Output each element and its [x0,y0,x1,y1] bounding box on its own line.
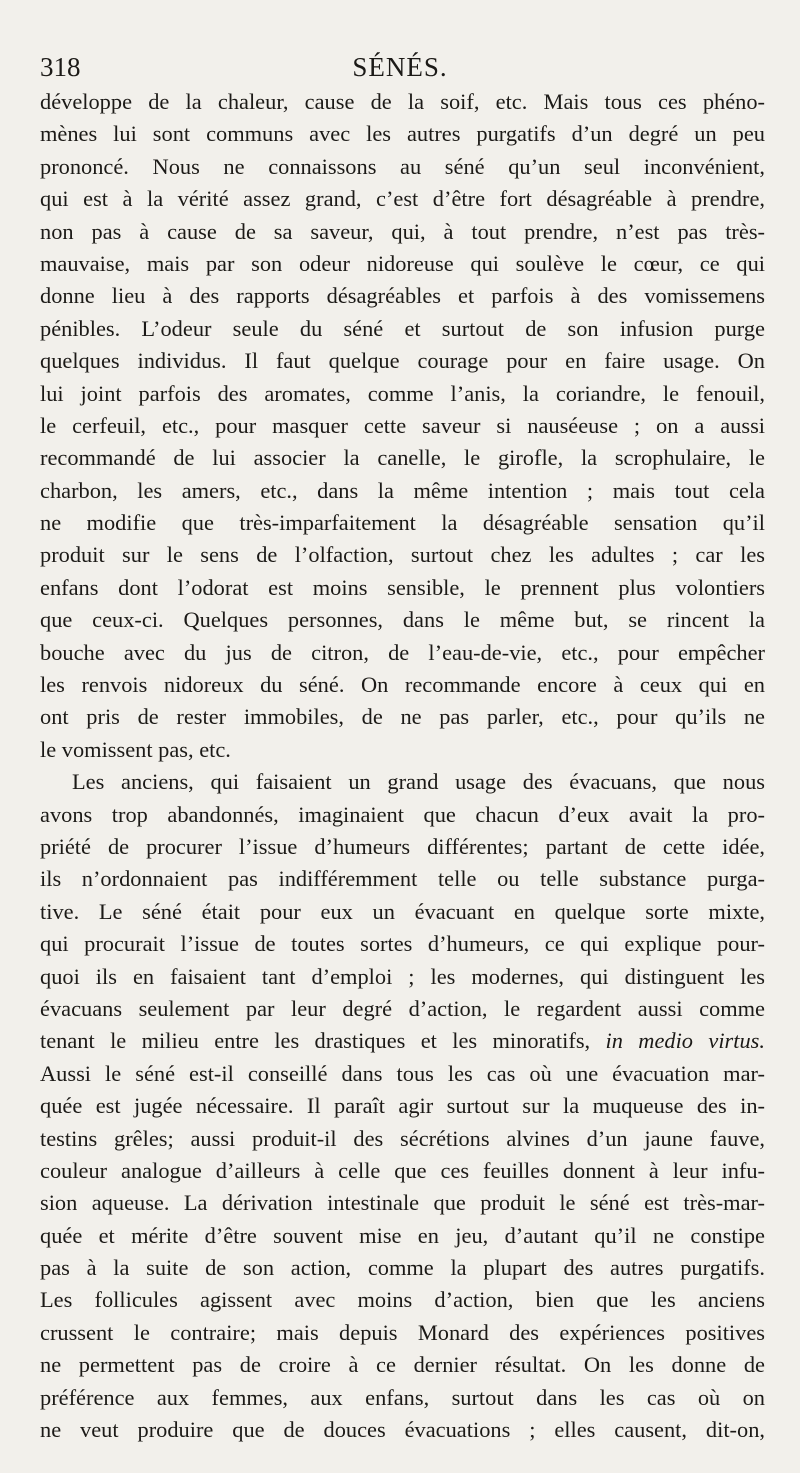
text-line-content: priété de procurer l’issue d’humeurs différentes; partant de cette idée, [40,833,765,859]
text-line [40,961,765,993]
text-line-content: qui procurait l’issue de toutes sortes d’humeurs, ce qui explique pour- [40,931,765,957]
text-line-content: testins grêles; aussi produit-il des sécrétions alvines d’un jaune fauve, [40,1125,765,1151]
italic-phrase: in medio virtus. [605,1028,765,1054]
text-line [40,993,765,1025]
text-line [40,734,765,766]
text-line [40,475,765,507]
text-line-content: lui joint parfois des aromates, comme l’anis, la coriandre, le fenouil, [40,380,765,406]
text-line-content: ne permettent pas de croire à ce dernier résultat. On les donne de [40,1352,765,1378]
text-line-content: enfans dont l’odorat est moins sensible, le prennent plus volontiers [40,574,765,600]
text-line-content: quoi ils en faisaient tant d’emploi ; les modernes, qui distinguent les [40,963,765,989]
text-line [40,637,765,669]
text-line [40,1252,765,1284]
text-line-content: couleur analogue d’ailleurs à celle que ces feuilles donnent à leur infu- [40,1157,765,1183]
text-line [40,1317,765,1349]
text-line-content: bouche avec du jus de citron, de l’eau-de-vie, etc., pour empêcher [40,639,765,665]
text-line [40,1414,765,1446]
text-line [40,1284,765,1316]
text-line-content: que ceux-ci. Quelques personnes, dans le même but, se rincent la [40,607,765,633]
text-line [40,442,765,474]
text-line [40,669,765,701]
text-line [40,151,765,183]
text-line-content: les renvois nidoreux du séné. On recommande encore à ceux qui en [40,672,765,698]
text-line-content: préférence aux femmes, aux enfans, surtout dans les cas où on [40,1384,765,1410]
text-line [40,896,765,928]
text-line-content: mènes lui sont communs avec les autres purgatifs d’un degré un peu [40,121,765,147]
text-line-content: charbon, les amers, etc., dans la même intention ; mais tout cela [40,477,765,503]
text-line-content: avons trop abandonnés, imaginaient que chacun d’eux avait la pro- [40,801,765,827]
text-line [40,1187,765,1219]
text-line-content: recommandé de lui associer la canelle, le girofle, la scrophulaire, le [40,445,765,471]
text-line-content: pénibles. L’odeur seule du séné et surtout de son infusion purge [40,315,765,341]
text-line-content: évacuans seulement par leur degré d’action, le regardent aussi comme [40,995,765,1021]
text-line [40,410,765,442]
text-line-content: donne lieu à des rapports désagréables et parfois à des vomissemens [40,283,765,309]
text-line [40,1349,765,1381]
text-line [40,1220,765,1252]
text-line [40,118,765,150]
text-line [40,507,765,539]
text-line-content: pas à la suite de son action, comme la plupart des autres purgatifs. [40,1255,765,1281]
page-number: 318 [40,52,81,82]
text-line-content: Les follicules agissent avec moins d’action, bien que les anciens [40,1287,765,1313]
text-line-content: non pas à cause de sa saveur, qui, à tout prendre, n’est pas très- [40,218,765,244]
text-line-content: prononcé. Nous ne connaissons au séné qu’un seul inconvénient, [40,153,765,179]
text-line-content: le vomissent pas, etc. [40,736,231,762]
text-line-content: quelques individus. Il faut quelque courage pour en faire usage. On [40,348,765,374]
text-line [40,1058,765,1090]
text-line [40,572,765,604]
text-line [40,345,765,377]
text-line [40,216,765,248]
text-line-content: ne veut produire que de douces évacuations ; elles causent, dit-on, [40,1417,765,1443]
text-line [40,313,765,345]
text-line [40,799,765,831]
text-line-content: qui est à la vérité assez grand, c’est d’être fort désagréable à prendre, [40,186,765,212]
text-line [40,1382,765,1414]
text-line [40,701,765,733]
text-line-content: Les anciens, qui faisaient un grand usage des évacuans, que nous [72,769,765,795]
text-line [40,1025,765,1057]
text-line [40,183,765,215]
text-line-content: Aussi le séné est-il conseillé dans tous les cas où une évacuation mar- [40,1060,765,1086]
text-line-content: mauvaise, mais par son odeur nidoreuse qui soulève le cœur, ce qui [40,250,765,276]
text-line [40,863,765,895]
text-line [40,539,765,571]
text-line-content: tenant le milieu entre les drastiques et les minoratifs, [40,1028,591,1054]
running-head: SÉNÉS. [352,52,448,82]
text-line [40,766,765,798]
text-line-content: ils n’ordonnaient pas indifféremment telle ou telle substance purga- [40,866,765,892]
body-text [40,86,765,1446]
text-line [40,248,765,280]
text-line [40,86,765,118]
text-line [40,831,765,863]
text-line-content: ne modifie que très-imparfaitement la désagréable sensation qu’il [40,510,765,536]
text-line [40,1090,765,1122]
text-line-content: développe de la chaleur, cause de la soif, etc. Mais tous ces phéno- [40,89,765,114]
text-line [40,280,765,312]
text-line-content: quée est jugée nécessaire. Il paraît agir surtout sur la muqueuse des in- [40,1093,765,1119]
text-line [40,604,765,636]
text-line-content: sion aqueuse. La dérivation intestinale que produit le séné est très-mar- [40,1190,765,1216]
text-line [40,1155,765,1187]
text-line-content: crussent le contraire; mais depuis Monard des expériences positives [40,1319,765,1345]
text-line-content: le cerfeuil, etc., pour masquer cette saveur si nauséeuse ; on a aussi [40,412,765,438]
text-line-content: produit sur le sens de l’olfaction, surtout chez les adultes ; car les [40,542,765,568]
text-line-content: quée et mérite d’être souvent mise en jeu, d’autant qu’il ne constipe [40,1222,765,1248]
text-line [40,1123,765,1155]
text-line [40,928,765,960]
text-line-content: ont pris de rester immobiles, de ne pas parler, etc., pour qu’ils ne [40,704,765,730]
text-line-content: tive. Le séné était pour eux un évacuant en quelque sorte mixte, [40,898,765,924]
text-line [40,378,765,410]
